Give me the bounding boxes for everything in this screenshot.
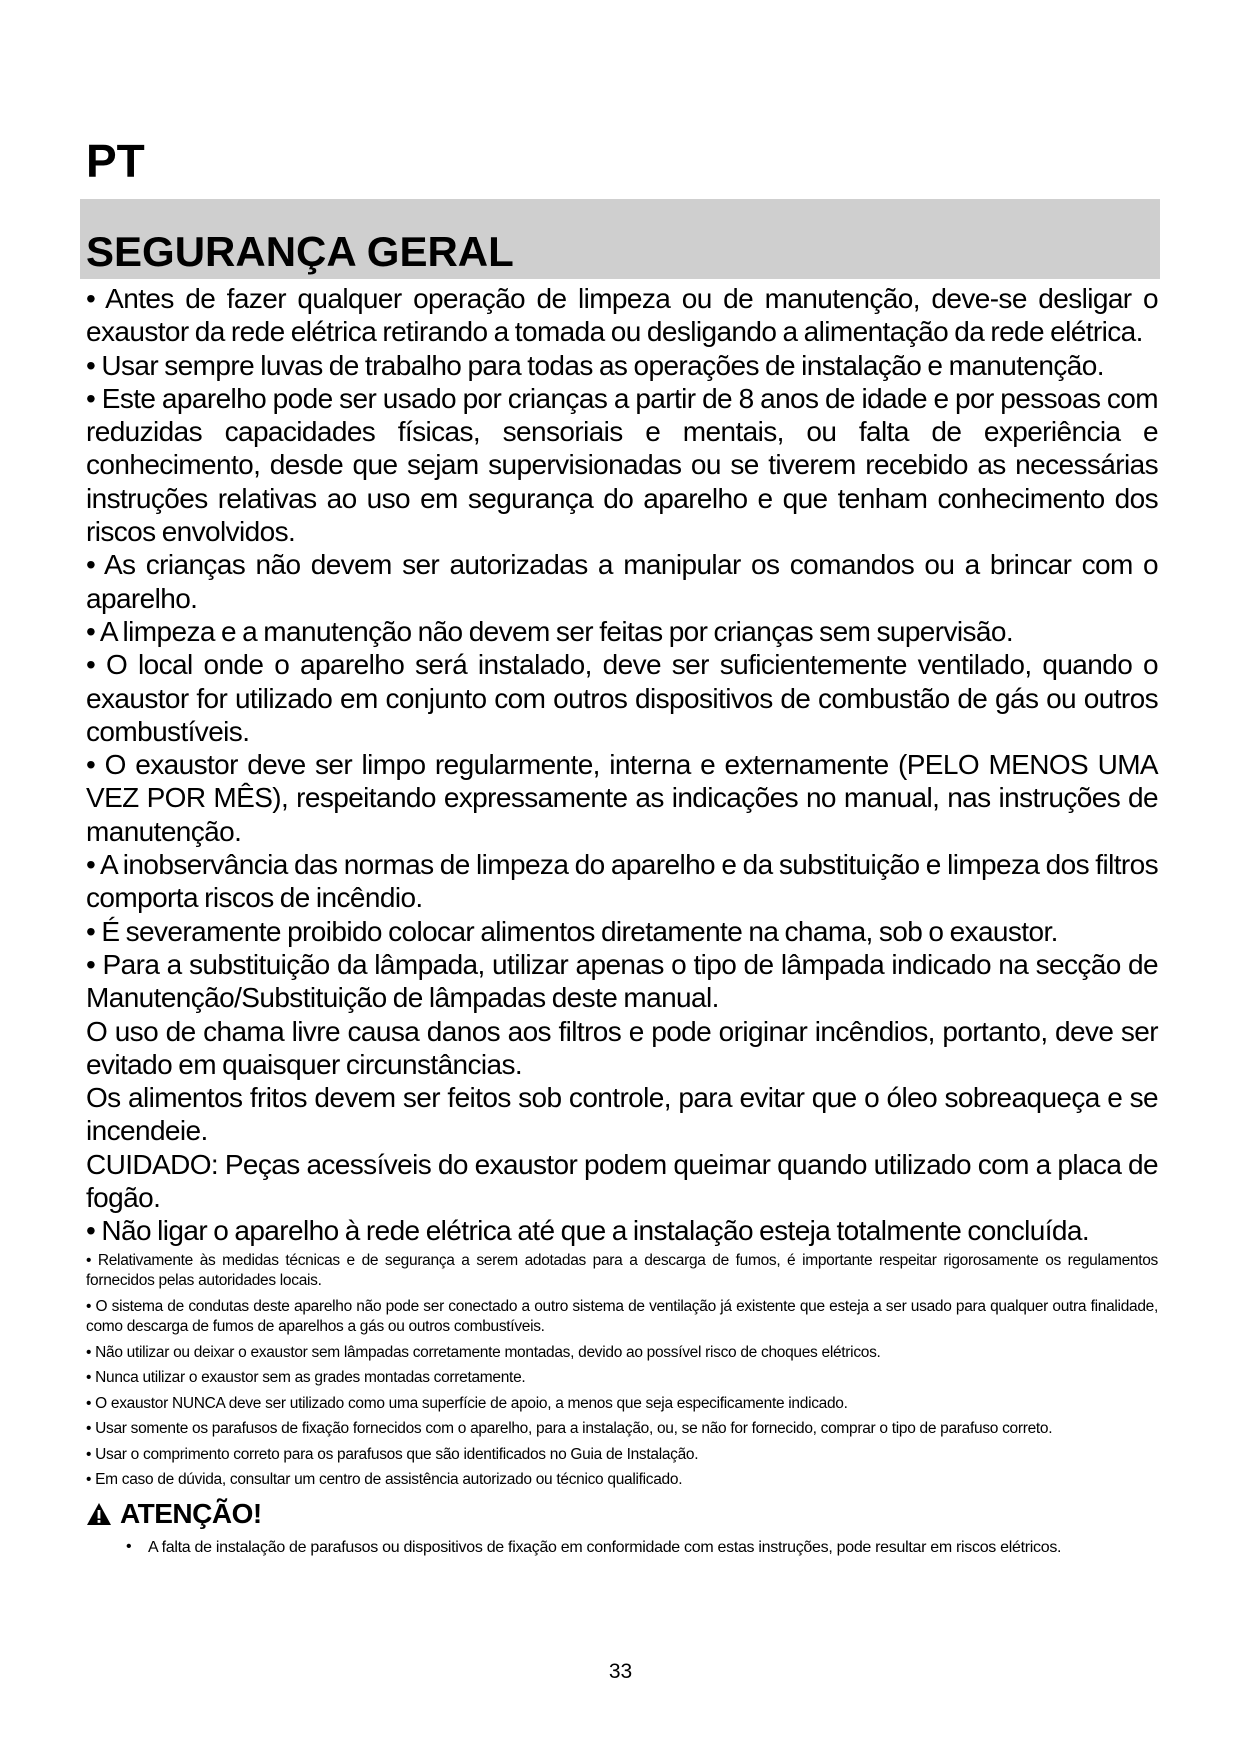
- paragraph: • O local onde o aparelho será instalado, deve ser suficientemente ventilado, quando o exaustor for utilizado em conjunto com outros dispositivos de combustão de gás ou outros combustíveis.: [86, 649, 1158, 747]
- small-paragraph: • O exaustor NUNCA deve ser utilizado como uma superfície de apoio, a menos que seja especificamente indicado.: [86, 1394, 848, 1412]
- warning-title: ATENÇÃO!: [120, 1497, 262, 1529]
- warning-triangle-icon: [86, 1502, 112, 1526]
- small-paragraph: • Em caso de dúvida, consultar um centro de assistência autorizado ou técnico qualificado.: [86, 1471, 683, 1489]
- small-paragraph: • Não utilizar ou deixar o exaustor sem lâmpadas corretamente montadas, devido ao possível risco de choques elétricos.: [86, 1343, 881, 1361]
- small-paragraph: • Usar o comprimento correto para os parafusos que são identificados no Guia de Instalação.: [86, 1445, 699, 1463]
- paragraph: • É severamente proibido colocar alimentos diretamente na chama, sob o exaustor.: [86, 915, 1058, 947]
- main-instructions: [86, 282, 1158, 1248]
- small-paragraph: • Relativamente às medidas técnicas e de segurança a serem adotadas para a descarga de fumos, é importante respeitar rigorosamente os regulamentos fornecidos pelas autoridades locais.: [86, 1251, 1158, 1290]
- language-code: PT: [86, 135, 145, 187]
- warning-body: [126, 1535, 1158, 1560]
- paragraph: • As crianças não devem ser autorizadas a manipular os comandos ou a brincar com o aparelho.: [86, 549, 1158, 614]
- section-title: SEGURANÇA GERAL: [86, 228, 514, 275]
- paragraph: O uso de chama livre causa danos aos filtros e pode originar incêndios, portanto, deve ser evitado em quaisquer circunstâncias.: [86, 1015, 1158, 1080]
- small-paragraph: • Nunca utilizar o exaustor sem as grades montadas corretamente.: [86, 1369, 526, 1387]
- warning-bullet: •: [126, 1537, 132, 1555]
- paragraph: • Usar sempre luvas de trabalho para todas as operações de instalação e manutenção.: [86, 349, 1104, 381]
- paragraph: • A limpeza e a manutenção não devem ser feitas por crianças sem supervisão.: [86, 615, 1014, 647]
- small-paragraph: • Usar somente os parafusos de fixação fornecidos com o aparelho, para a instalação, ou, se não for fornecido, comprar o tipo de parafuso correto.: [86, 1420, 1053, 1438]
- warning-text: A falta de instalação de parafusos ou dispositivos de fixação em conformidade com estas instruções, pode resultar em riscos elétricos.: [148, 1538, 1062, 1556]
- page-number: 33: [608, 1660, 633, 1683]
- paragraph: CUIDADO: Peças acessíveis do exaustor podem queimar quando utilizado com a placa de fogão.: [86, 1148, 1158, 1214]
- paragraph: • Não ligar o aparelho à rede elétrica até que a instalação esteja totalmente concluída.: [86, 1215, 1090, 1247]
- paragraph: • A inobservância das normas de limpeza do aparelho e da substituição e limpeza dos filtros comporta riscos de incêndio.: [86, 849, 1158, 914]
- paragraph: Os alimentos fritos devem ser feitos sob controle, para evitar que o óleo sobreaqueça e se incendeie.: [86, 1082, 1158, 1147]
- paragraph: • Antes de fazer qualquer operação de limpeza ou de manutenção, deve-se desligar o exaustor da rede elétrica retirando a tomada ou desligando a alimentação da rede elétrica.: [86, 283, 1158, 348]
- warning-header: [86, 1497, 1158, 1531]
- page-content: [86, 282, 1158, 1560]
- paragraph: • Para a substituição da lâmpada, utilizar apenas o tipo de lâmpada indicado na secção de Manutenção/Substituição de lâmpadas deste manual.: [86, 948, 1158, 1014]
- paragraph: • O exaustor deve ser limpo regularmente, interna e externamente (PELO MENOS UMA VEZ POR MÊS), respeitando expressamente as indicações no manual, nas instruções de manutenção.: [86, 749, 1158, 847]
- small-paragraph: • O sistema de condutas deste aparelho não pode ser conectado a outro sistema de ventilação já existente que esteja a ser usado para qualquer outra finalidade, como descarga de fumos de aparelhos a gás ou outros combustíveis.: [86, 1297, 1158, 1336]
- additional-instructions: [86, 1251, 1158, 1491]
- section-title-band: [80, 199, 1160, 279]
- paragraph: • Este aparelho pode ser usado por crianças a partir de 8 anos de idade e por pessoas com reduzidas capacidades físicas, sensoriais e mentais, ou falta de experiência e conhecimento, desde que sejam supervisionadas ou se tiverem recebido as necessárias instruções relativas ao uso em segurança do aparelho e que tenham conhecimento dos riscos envolvidos.: [86, 382, 1158, 548]
